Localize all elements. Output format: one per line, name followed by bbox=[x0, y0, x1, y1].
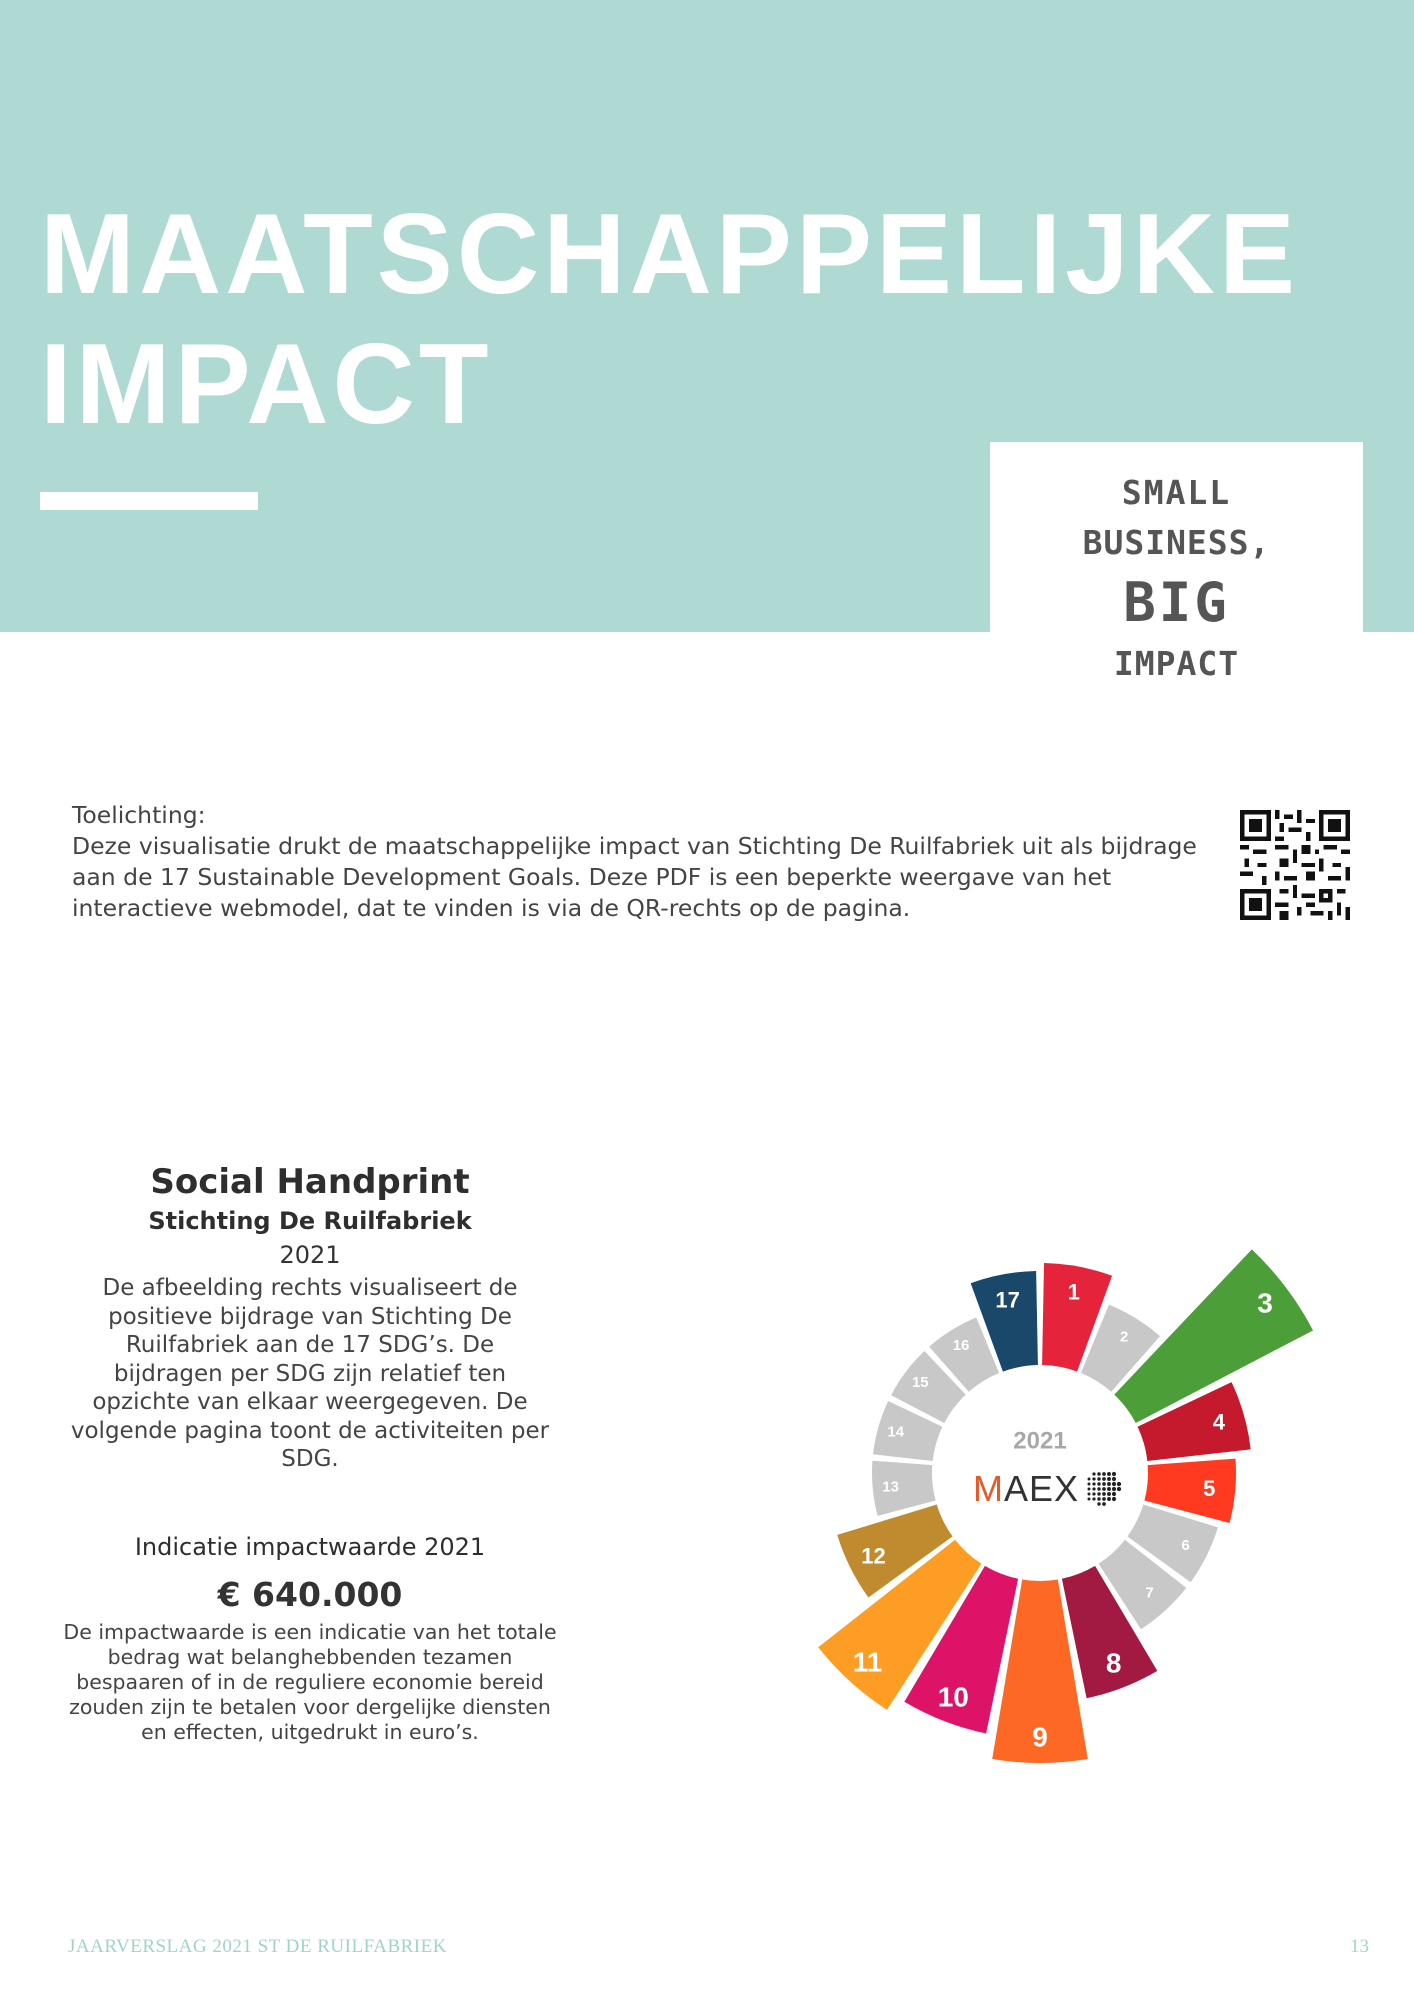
explanation bbox=[72, 800, 1212, 924]
page-title-line-1: MAATSCHAPPELIJKE bbox=[40, 191, 1299, 318]
sdg-label-17: 17 bbox=[995, 1287, 1020, 1313]
sdg-label-7: 7 bbox=[1145, 1584, 1154, 1602]
footer-title: JAARVERSLAG 2021 ST DE RUILFABRIEK bbox=[68, 1936, 447, 1957]
sdg-label-8: 8 bbox=[1105, 1647, 1122, 1679]
social-handprint bbox=[60, 1160, 560, 1745]
slogan-line-3: BIG bbox=[1123, 571, 1230, 634]
qr-code[interactable] bbox=[1240, 810, 1350, 920]
slogan bbox=[990, 468, 1363, 690]
sdg-wheel-chart bbox=[760, 1220, 1320, 1780]
sdg-label-5: 5 bbox=[1203, 1476, 1216, 1502]
handprint-description: De afbeelding rechts visualiseert de positieve bijdrage van Stichting De Ruilfabriek aan de 17 SDG’s. De bijdragen per SDG zijn relatief ten opzichte van elkaar weergegeven. De volgende pagina toont de activiteiten per SDG. bbox=[70, 1275, 550, 1472]
page-number: 13 bbox=[1350, 1936, 1369, 1957]
slogan-line-4: IMPACT bbox=[1113, 644, 1240, 683]
handprint-organization: Stichting De Ruilfabriek bbox=[148, 1207, 472, 1235]
impact-value-label: Indicatie impactwaarde 2021 bbox=[134, 1532, 486, 1561]
page-title-line-2: IMPACT bbox=[40, 321, 493, 448]
sdg-label-10: 10 bbox=[937, 1681, 969, 1713]
impact-value: € 640.000 bbox=[217, 1574, 403, 1614]
sdg-label-6: 6 bbox=[1181, 1536, 1190, 1554]
sdg-label-1: 1 bbox=[1067, 1279, 1080, 1305]
handprint-year: 2021 bbox=[279, 1241, 341, 1269]
slogan-box bbox=[990, 442, 1363, 698]
sdg-label-9: 9 bbox=[1032, 1721, 1048, 1753]
sdg-label-12: 12 bbox=[861, 1543, 886, 1569]
sdg-label-4: 4 bbox=[1212, 1409, 1226, 1435]
sdg-label-13: 13 bbox=[882, 1478, 899, 1496]
sdg-label-3: 3 bbox=[1257, 1287, 1273, 1319]
sdg-label-16: 16 bbox=[952, 1336, 970, 1354]
maex-logo: MAEX bbox=[972, 1467, 1080, 1509]
explanation-label: Toelichting: bbox=[72, 801, 206, 829]
chart-center-year: 2021 bbox=[1013, 1427, 1067, 1455]
sdg-label-14: 14 bbox=[887, 1423, 905, 1441]
title-underline bbox=[40, 492, 258, 510]
slogan-line-1: SMALL bbox=[1121, 473, 1232, 512]
impact-value-note: De impactwaarde is een indicatie van het totale bedrag wat belanghebbenden tezamen bespaaren of in de reguliere economie bereid zouden zijn te betalen voor dergelijke diensten en effecten, uitgedrukt in euro’s. bbox=[63, 1619, 557, 1744]
sdg-label-15: 15 bbox=[911, 1374, 929, 1392]
explanation-text: Deze visualisatie drukt de maatschappelijke impact van Stichting De Ruilfabriek uit als bijdrage aan de 17 Sustainable Development Goals. Deze PDF is een beperkte weergave van het interactieve webmodel, dat te vinden is via de QR-rechts op de pagina. bbox=[72, 832, 1197, 922]
handprint-title: Social Handprint bbox=[150, 1162, 470, 1202]
sdg-label-2: 2 bbox=[1119, 1328, 1129, 1346]
page-title bbox=[40, 190, 1299, 450]
slogan-line-2: BUSINESS, bbox=[1082, 523, 1271, 562]
sdg-label-11: 11 bbox=[852, 1646, 883, 1678]
